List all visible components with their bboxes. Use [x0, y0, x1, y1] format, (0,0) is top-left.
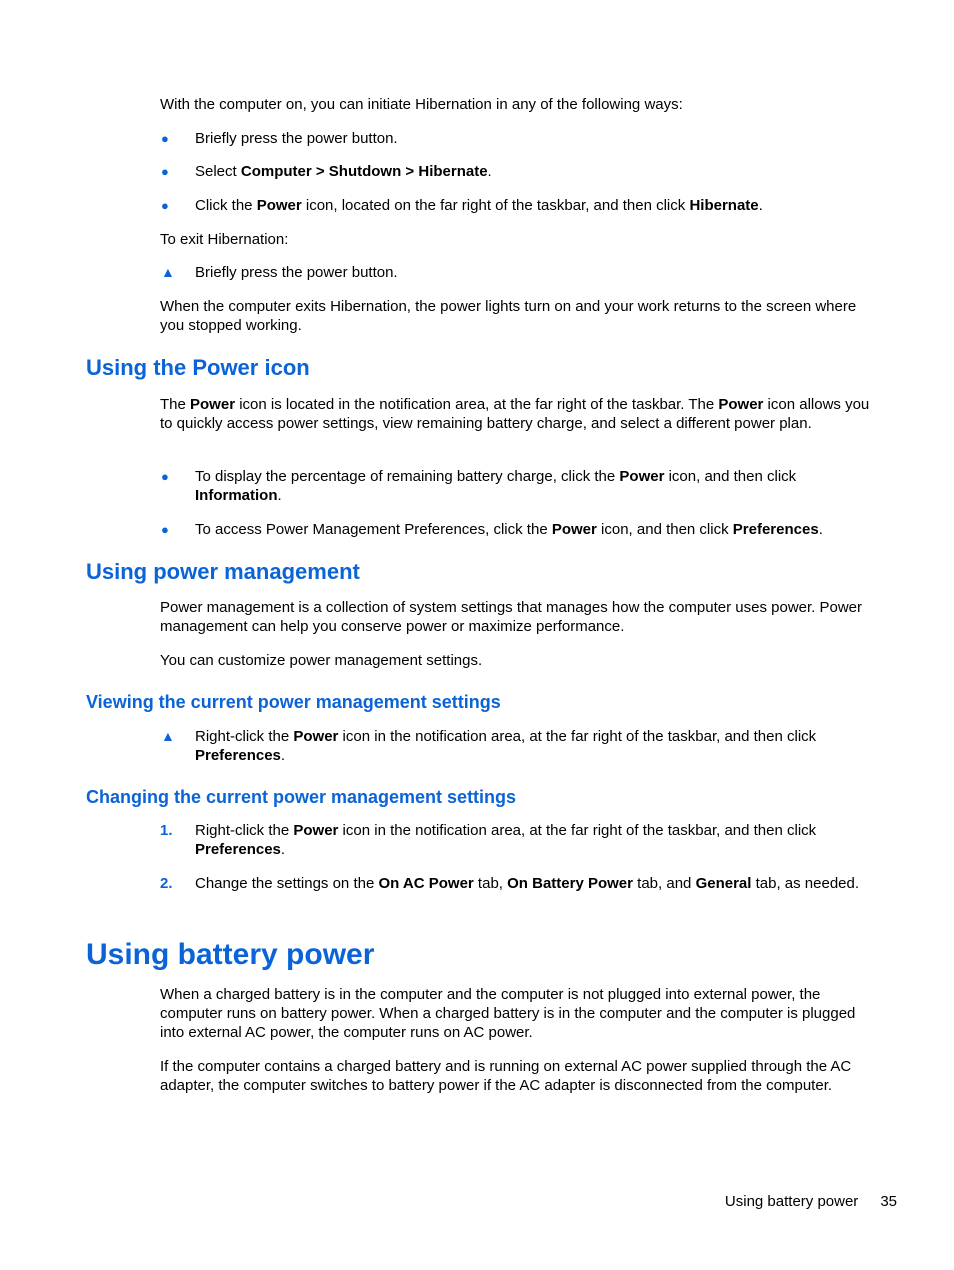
page-footer [725, 1192, 897, 1211]
exit-hibernation-result: When the computer exits Hibernation, the power lights turn on and your work returns to the screen where you stopped working. [160, 298, 857, 334]
list-item-text: Briefly press the power button. [195, 130, 398, 147]
bullet-icon: ● [161, 522, 169, 537]
heading-battery-power: Using battery power [86, 938, 375, 971]
bullet-icon: ● [161, 469, 169, 484]
battery-paragraph-1: When a charged battery is in the computer and the computer is not plugged into external power, the computer runs on battery power. When a charged battery is in the computer and the computer is plugged into external AC power, the computer runs on AC power. [160, 986, 856, 1041]
power-management-paragraph: Power management is a collection of system settings that manages how the computer uses power. Power management can help you conserve power or maximize performance. [160, 599, 863, 635]
heading-changing-settings: Changing the current power management settings [86, 787, 517, 807]
list-item-text: Select Computer > Shutdown > Hibernate. [195, 163, 492, 180]
power-management-customize: You can customize power management settings. [160, 652, 483, 669]
heading-power-icon: Using the Power icon [86, 355, 310, 380]
power-icon-paragraph: The Power icon is located in the notification area, at the far right of the taskbar. The Power icon allows you to quickly access power settings, view remaining battery charge, and select a different power plan. [160, 396, 870, 432]
footer-section-title: Using battery power [724, 1193, 859, 1210]
triangle-step-icon: ▲ [161, 728, 175, 744]
step-text: Right-click the Power icon in the notification area, at the far right of the taskbar, and then click Preferences. [195, 728, 817, 764]
list-item-text: To display the percentage of remaining battery charge, click the Power icon, and then click Information. [195, 468, 797, 504]
step-number: 1. [160, 822, 173, 839]
list-item-text: To access Power Management Preferences, click the Power icon, and then click Preferences. [195, 521, 823, 538]
hibernation-intro: With the computer on, you can initiate Hibernation in any of the following ways: [160, 96, 683, 113]
heading-viewing-settings: Viewing the current power management settings [86, 692, 501, 712]
bullet-icon: ● [161, 164, 169, 179]
step-number: 2. [160, 875, 173, 892]
list-item-text: Click the Power icon, located on the far right of the taskbar, and then click Hibernate. [195, 197, 763, 214]
heading-power-management: Using power management [86, 559, 360, 584]
battery-paragraph-2: If the computer contains a charged battery and is running on external AC power supplied through the AC adapter, the computer switches to battery power if the AC adapter is disconnected from the computer. [160, 1058, 852, 1094]
bullet-icon: ● [161, 198, 169, 213]
exit-hibernation-label: To exit Hibernation: [160, 231, 289, 248]
step-text: Change the settings on the On AC Power tab, On Battery Power tab, and General tab, as needed. [195, 875, 860, 892]
step-text: Briefly press the power button. [195, 264, 398, 281]
triangle-step-icon: ▲ [161, 264, 175, 280]
bullet-icon: ● [161, 131, 169, 146]
step-text: Right-click the Power icon in the notification area, at the far right of the taskbar, and then click Preferences. [195, 822, 817, 858]
page-number: 35 [880, 1193, 897, 1210]
